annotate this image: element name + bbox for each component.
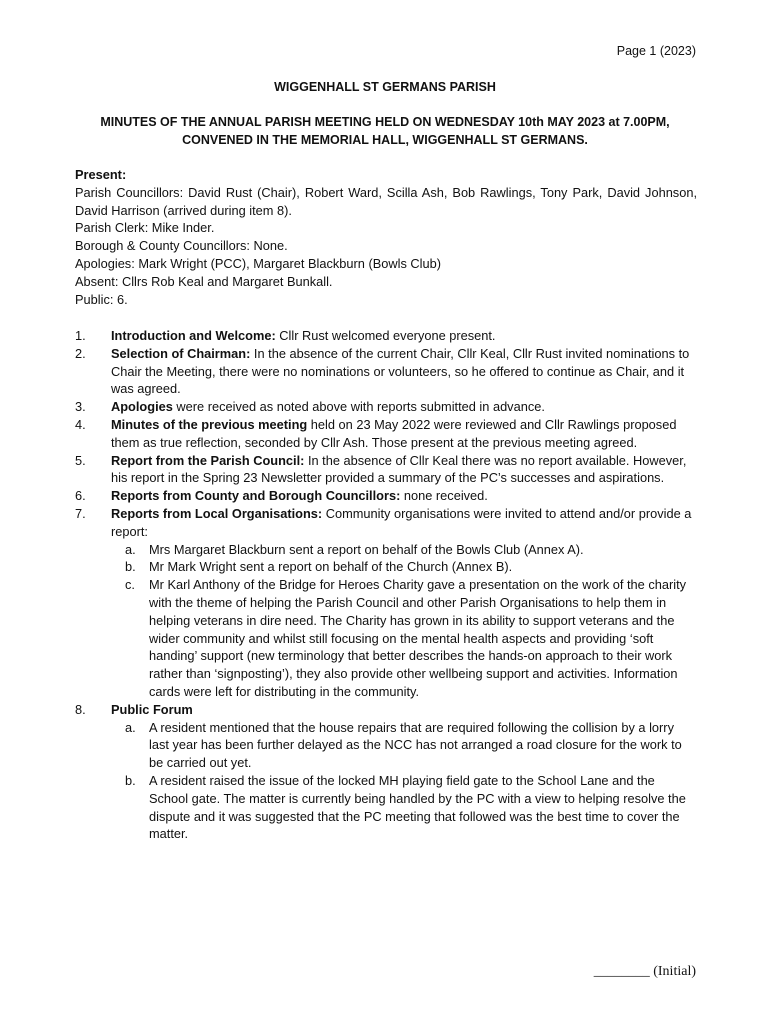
item-text: In the absence of Cllr Keal there was no report available. However, his report in the Spring 23 Newsletter provided a summary of the PC’s successes and aspirations. [111,452,687,486]
item-text: were received as noted above with reports submitted in advance. [172,399,545,415]
present-heading: Present: [75,167,127,182]
item-label: Apologies [111,399,173,415]
attendance-line-apologies: Apologies: Mark Wright (PCC), Margaret Blackburn (Bowls Club) [75,255,442,271]
sub-items [111,719,697,844]
item-label: Reports from County and Borough Councillors: [111,488,401,504]
sub-item-text: A resident mentioned that the house repairs that are required following the collision by a lorry last year has been further delayed as the NCC has not arranged a road closure for the work to be carried out yet. [149,719,682,771]
attendance-line-borough: Borough & County Councillors: None. [75,238,288,254]
item-number: 6. [75,488,86,504]
item-number: 3. [75,399,86,415]
page-number: Page 1 (2023) [616,44,696,58]
item-label: Report from the Parish Council: [111,452,305,468]
item-text: held on 23 May 2022 were reviewed and Cllr Rawlings proposed them as true reflection, seconded by Cllr Ash. Those present at the previous meeting agreed. [111,416,677,450]
sub-item [111,719,697,772]
item-text: Community organisations were invited to attend and/or provide a report: [111,505,692,539]
agenda-item [75,701,697,843]
item-number: 7. [75,505,86,521]
attendance-line-absent: Absent: Cllrs Rob Keal and Margaret Bunkall. [75,273,333,289]
attendance-section [75,166,697,308]
item-label: Minutes of the previous meeting [111,416,308,432]
item-number: 1. [75,328,86,343]
attendance-line-public: Public: 6. [75,291,128,307]
attendance-line-clerk: Parish Clerk: Mike Inder. [75,220,215,236]
parish-title: WIGGENHALL ST GERMANS PARISH [274,80,496,94]
attendance-line-councillors: Parish Councillors: David Rust (Chair), Robert Ward, Scilla Ash, Bob Rawlings, Tony Park, David Johnson, David Harrison (arrived during item 8). [75,184,697,218]
sub-item-text: Mr Mark Wright sent a report on behalf of the Church (Annex B). [149,559,513,575]
initial-signature-line: ________ (Initial) [593,964,696,979]
agenda-item [75,345,697,398]
minutes-heading: MINUTES OF THE ANNUAL PARISH MEETING HELD ON WEDNESDAY 10th MAY 2023 at 7.00PM, CONVENED IN THE MEMORIAL HALL, WIGGENHALL ST GERMANS. [100,115,670,147]
item-label: Selection of Chairman: [111,345,251,361]
sub-item [111,772,697,843]
item-number: 5. [75,452,86,468]
sub-item [111,576,697,701]
item-text: Cllr Rust welcomed everyone present. [275,328,496,343]
agenda-item [75,487,697,505]
sub-items [111,541,697,701]
sub-item-letter: b. [125,772,136,788]
agenda-item [75,452,697,488]
item-number: 2. [75,345,86,361]
agenda-item [75,398,697,416]
sub-item-letter: c. [125,577,135,593]
sub-item [111,541,697,559]
item-number: 4. [75,416,86,432]
item-label: Public Forum [111,701,193,717]
item-text: none received. [400,488,488,504]
agenda-item [75,327,697,345]
item-text: In the absence of the current Chair, Cllr Keal, Cllr Rust invited nominations to Chair the Meeting, there were no nominations or volunteers, so he offered to continue as Chair, and it was agreed. [111,345,690,397]
item-number: 8. [75,701,86,717]
sub-item-text: Mr Karl Anthony of the Bridge for Heroes Charity gave a presentation on the work of the charity with the theme of helping the Parish Council and other Parish Organisations to help them in helping veterans in dire need. The Charity has grown in its ability to support veterans and the wider community and whilst still focusing on the mental health aspects and providing ‘soft handing’ support (new terminology that better describes the hands-on approach to their work rather than ‘signposting’), they also provide other wellbeing support and activities. Information cards were left for distributing in the community. [149,577,687,699]
item-label: Introduction and Welcome: [111,328,276,343]
agenda-items [75,327,697,843]
agenda-item [75,505,697,701]
sub-item-text: A resident raised the issue of the locked MH playing field gate to the School Lane and the School gate. The matter is currently being handled by the PC with a view to helping resolve the dispute and it was suggested that the PC meeting that followed was the best time to cover the matter. [149,772,686,842]
sub-item-text: Mrs Margaret Blackburn sent a report on behalf of the Bowls Club (Annex A). [149,541,584,557]
sub-item-letter: b. [125,559,136,575]
agenda-item [75,416,697,452]
sub-item [111,558,697,576]
sub-item-letter: a. [125,541,136,557]
sub-item-letter: a. [125,719,136,735]
item-label: Reports from Local Organisations: [111,505,323,521]
